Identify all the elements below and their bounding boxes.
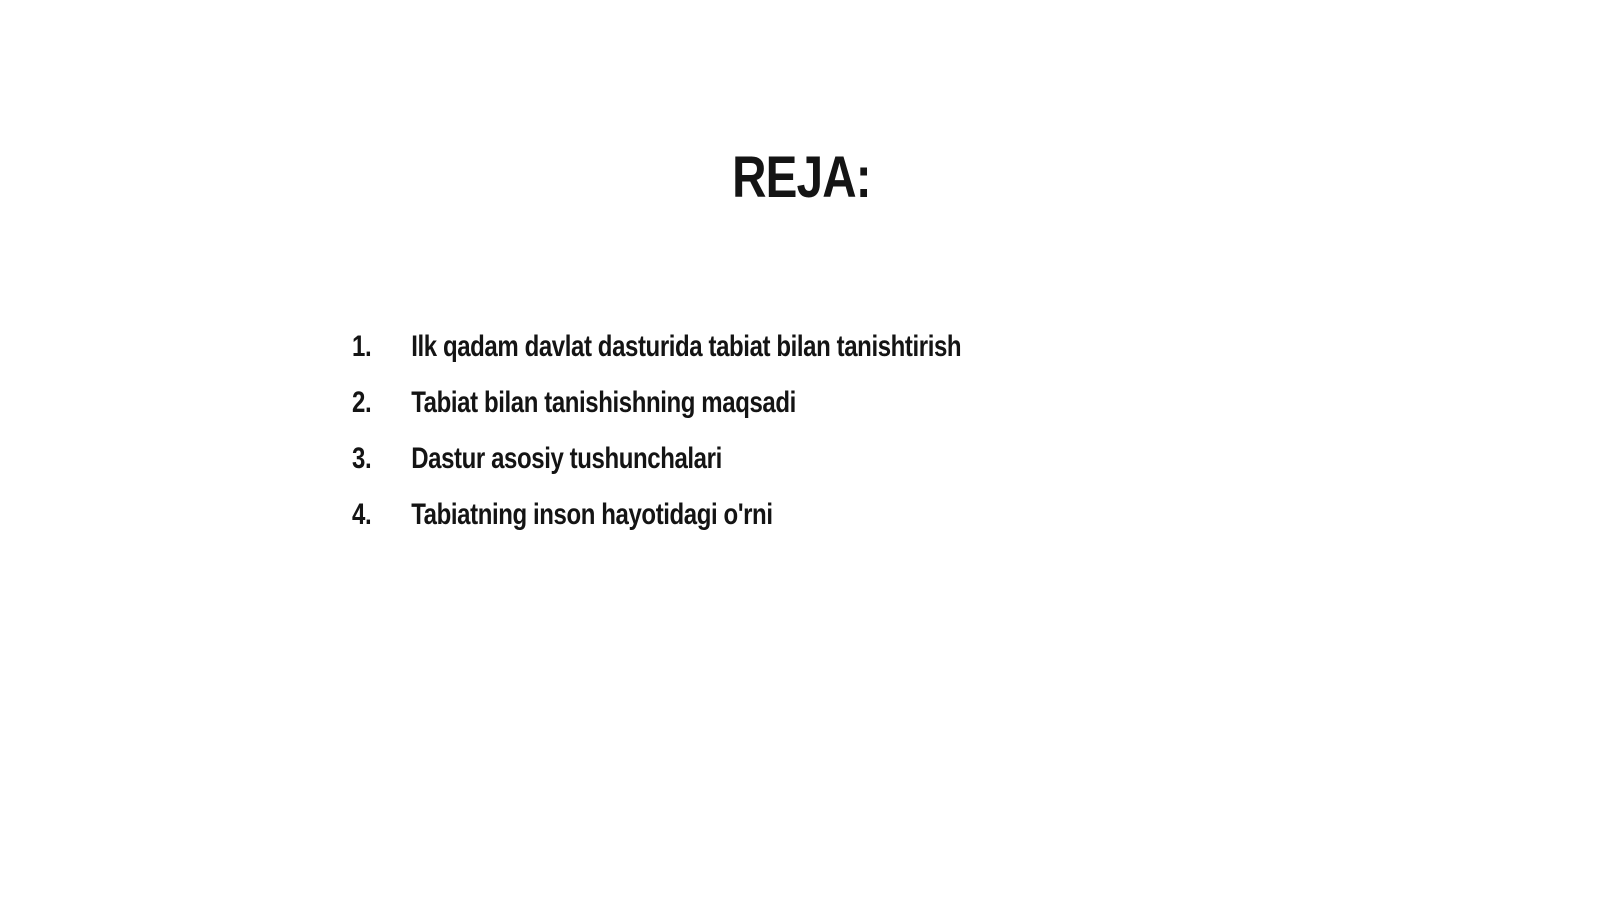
list-item-text: Dastur asosiy tushunchalari xyxy=(411,442,722,475)
list-item-number: 3. xyxy=(352,442,372,475)
list-item-number: 1. xyxy=(352,330,372,363)
list-item xyxy=(352,442,961,498)
list-item xyxy=(352,498,961,554)
plan-list xyxy=(352,330,961,554)
slide-title: REJA: xyxy=(732,144,871,210)
list-item-number: 2. xyxy=(352,386,372,419)
list-item-text: Ilk qadam davlat dasturida tabiat bilan tanishtirish xyxy=(411,330,962,363)
list-item xyxy=(352,386,961,442)
list-item-number: 4. xyxy=(352,498,372,531)
list-item-text: Tabiatning inson hayotidagi o'rni xyxy=(411,498,773,531)
list-item xyxy=(352,330,961,386)
list-item-text: Tabiat bilan tanishishning maqsadi xyxy=(411,386,796,419)
